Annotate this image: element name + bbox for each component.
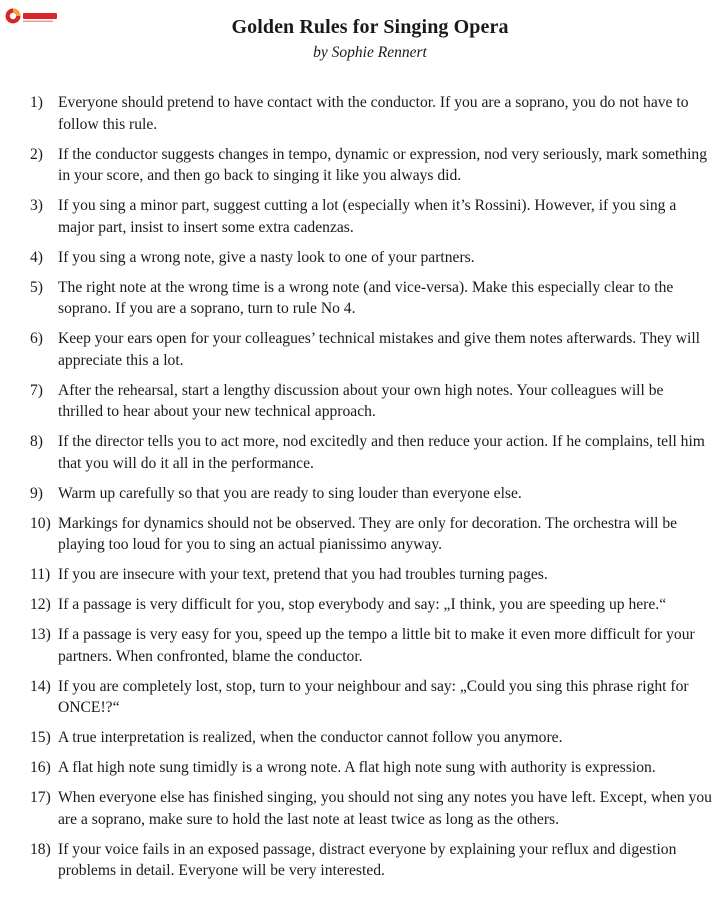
rule-text: If the director tells you to act more, nod excitedly and then reduce your action. If he complains, tell him that you will do it all in the performance. bbox=[58, 433, 705, 472]
rule-number: 10) bbox=[30, 514, 51, 532]
rule-number: 2) bbox=[30, 145, 43, 163]
rule-number: 14) bbox=[30, 677, 51, 695]
rule-text: After the rehearsal, start a lengthy discussion about your own high notes. Your colleagues will be thrilled to hear about your new technical approach. bbox=[58, 381, 664, 420]
rule-item bbox=[0, 513, 720, 556]
rule-number: 13) bbox=[30, 626, 51, 643]
rule-text: Everyone should pretend to have contact with the conductor. If you are a soprano, you do not have to follow this rule. bbox=[58, 94, 689, 133]
rule-text: If you are completely lost, stop, turn to your neighbour and say: „Could you sing this phrase right for ONCE!?“ bbox=[58, 677, 689, 716]
rule-number: 7) bbox=[30, 381, 43, 399]
rule-item bbox=[0, 144, 720, 187]
rule-text: A flat high note sung timidly is a wrong note. A flat high note sung with authority is expression. bbox=[58, 759, 656, 776]
rule-text: If a passage is very easy for you, speed up the tempo a little bit to make it even more difficult for your partners. When confronted, blame the conductor. bbox=[58, 626, 695, 665]
rule-number: 6) bbox=[30, 330, 43, 347]
rule-item bbox=[0, 727, 720, 749]
rule-item bbox=[0, 594, 720, 616]
rule-item bbox=[0, 92, 720, 135]
rule-number: 17) bbox=[30, 789, 51, 806]
rule-text: If you sing a minor part, suggest cutting a lot (especially when it’s Rossini). However, if you sing a major part, insist to insert some extra cadenzas. bbox=[58, 197, 677, 236]
rules-list bbox=[0, 92, 720, 890]
rule-number: 12) bbox=[30, 596, 51, 613]
rule-text: A true interpretation is realized, when the conductor cannot follow you anymore. bbox=[58, 729, 563, 746]
rule-text: If a passage is very difficult for you, stop everybody and say: „I think, you are speeding up here.“ bbox=[58, 596, 667, 613]
rule-item bbox=[0, 380, 720, 423]
rule-number: 8) bbox=[30, 433, 43, 450]
rule-text: If the conductor suggests changes in tempo, dynamic or expression, nod very seriously, mark something in your score, and then go back to singing it like you always did. bbox=[58, 145, 708, 184]
rule-text: Keep your ears open for your colleagues’ technical mistakes and give them notes afterwards. They will appreciate this a lot. bbox=[58, 330, 701, 369]
rule-text: Markings for dynamics should not be observed. They are only for decoration. The orchestra will be playing too loud for you to sing an actual pianissimo anyway. bbox=[58, 514, 678, 553]
rule-item bbox=[0, 676, 720, 719]
rule-text: If you are insecure with your text, pretend that you had troubles turning pages. bbox=[58, 566, 548, 583]
rule-text: The right note at the wrong time is a wrong note (and vice-versa). Make this especially clear to the soprano. If you are a soprano, turn to rule No 4. bbox=[58, 278, 674, 317]
rule-item bbox=[0, 787, 720, 830]
document-title: Golden Rules for Singing Opera bbox=[231, 16, 509, 38]
rule-item bbox=[0, 277, 720, 320]
document-byline: by Sophie Rennert bbox=[313, 44, 427, 61]
rule-item bbox=[0, 757, 720, 779]
rule-number: 5) bbox=[30, 278, 43, 296]
rule-number: 1) bbox=[30, 94, 43, 111]
rule-number: 18) bbox=[30, 840, 51, 858]
rule-number: 15) bbox=[30, 729, 51, 746]
rule-number: 11) bbox=[30, 566, 51, 583]
rule-item bbox=[0, 431, 720, 474]
rule-item bbox=[0, 328, 720, 371]
rule-number: 16) bbox=[30, 759, 51, 776]
rule-number: 3) bbox=[30, 197, 43, 214]
rule-item bbox=[0, 483, 720, 505]
rule-item bbox=[0, 247, 720, 269]
rule-item bbox=[0, 195, 720, 238]
rule-item bbox=[0, 564, 720, 586]
rule-text: When everyone else has finished singing, you should not sing any notes you have left. Except, when you are a soprano, make sure to hold the last note at least twice as long as the others. bbox=[58, 789, 712, 828]
rule-text: Warm up carefully so that you are ready to sing louder than everyone else. bbox=[58, 484, 522, 502]
rule-item bbox=[0, 839, 720, 882]
rule-text: If your voice fails in an exposed passage, distract everyone by explaining your reflux and digestion problems in detail. Everyone will be very interested. bbox=[58, 840, 677, 879]
rule-text: If you sing a wrong note, give a nasty look to one of your partners. bbox=[58, 248, 475, 266]
rule-item bbox=[0, 624, 720, 667]
rule-number: 9) bbox=[30, 484, 43, 502]
rule-number: 4) bbox=[30, 248, 43, 266]
